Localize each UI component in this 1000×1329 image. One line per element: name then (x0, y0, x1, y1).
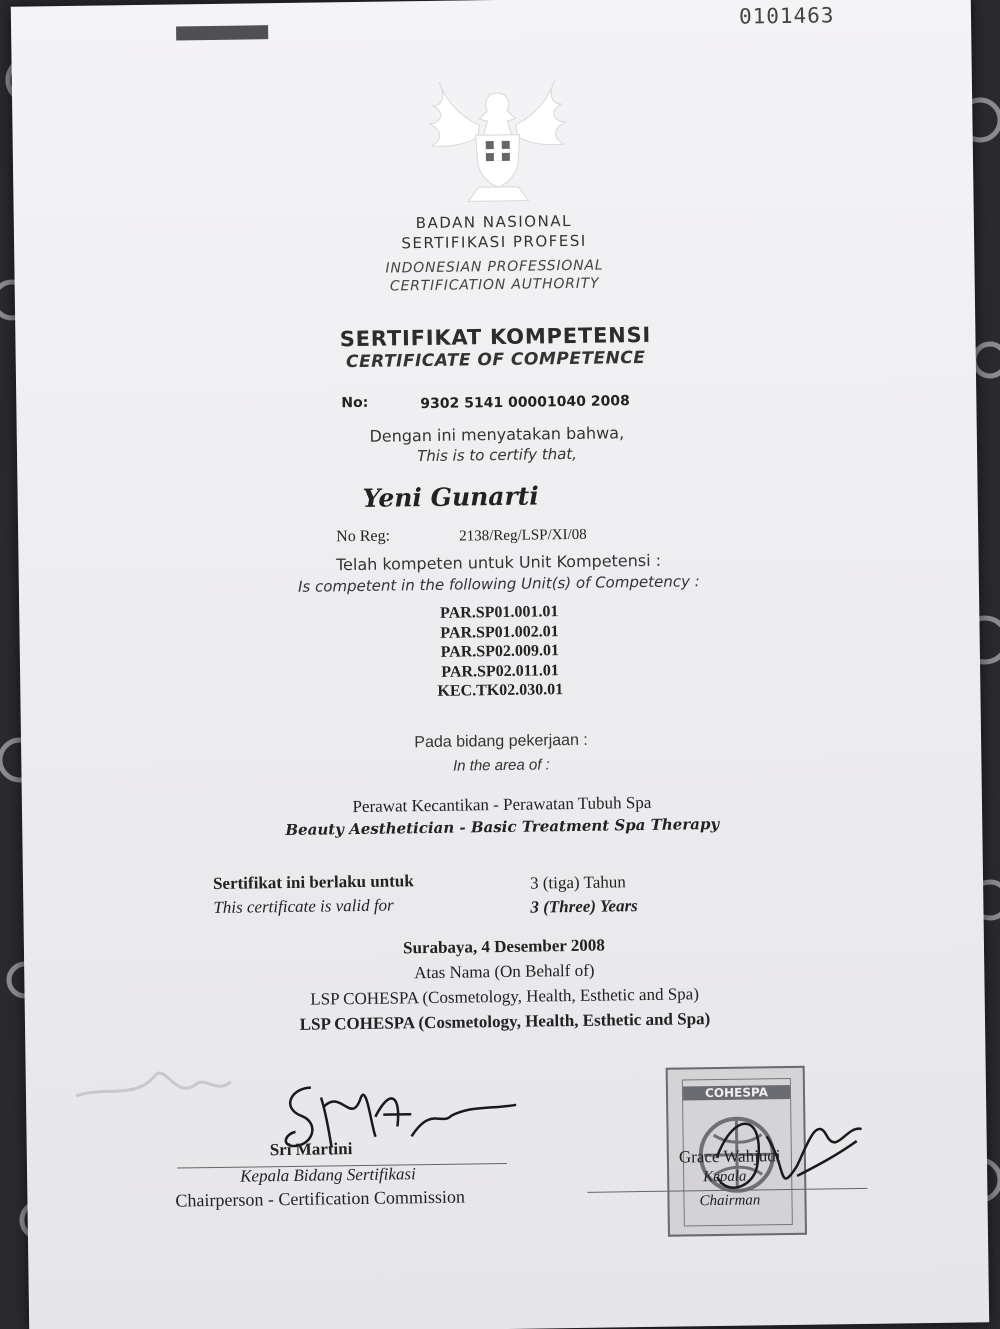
competent-id: Telah kompeten untuk Unit Kompetensi : (335, 550, 662, 575)
authority-line2-en: CERTIFICATION AUTHORITY (389, 275, 600, 295)
validity-value-id: 3 (tiga) Tahun (529, 872, 626, 893)
certificate-subtitle: CERTIFICATE OF COMPETENCE (345, 347, 646, 373)
certificate-paper (11, 0, 989, 1329)
authority-line1: BADAN NASIONAL (415, 211, 573, 233)
unit-code: KEC.TK02.030.01 (437, 681, 564, 700)
competent-en: Is competent in the following Unit(s) of Competency : (297, 572, 700, 596)
right-signatory-name: Grace Wahjudi (678, 1146, 781, 1167)
faint-mark-icon (65, 1044, 236, 1126)
unit-code: PAR.SP02.009.01 (440, 642, 560, 661)
holder-name: Yeni Gunarti (362, 481, 539, 513)
unit-code: PAR.SP02.011.01 (441, 661, 559, 681)
unit-code: PAR.SP01.002.01 (440, 622, 559, 642)
unit-list (19, 596, 980, 707)
area-value-id: Perawat Kecantikan - Perawatan Tubuh Spa (352, 792, 652, 817)
validity-label-en: This certificate is valid for (213, 895, 394, 918)
organization-line2: LSP COHESPA (Cosmetology, Health, Esthetic and Spa) (299, 1009, 711, 1034)
left-signatory-role-id: Kepala Bidang Sertifikasi (239, 1164, 416, 1186)
unit-code: PAR.SP01.001.01 (439, 603, 559, 622)
garuda-emblem-icon (417, 74, 579, 206)
certificate-number-label: No: (341, 394, 369, 412)
stamp-text: COHESPA (683, 1085, 790, 1100)
statement-id: Dengan ini menyatakan bahwa, (369, 423, 625, 446)
statement-en: This is to certify that, (417, 444, 578, 466)
authority-line2: SERTIFIKASI PROFESI (401, 231, 587, 253)
registration-value: 2138/Reg/LSP/XI/08 (459, 526, 587, 545)
serial-number: 0101463 (738, 3, 835, 29)
certificate-number-value: 9302 5141 00001040 2008 (420, 393, 630, 413)
area-heading-en: In the area of : (452, 756, 550, 775)
organization-line1: LSP COHESPA (Cosmetology, Health, Esthetic and Spa) (310, 984, 700, 1009)
on-behalf: Atas Nama (On Behalf of) (413, 960, 595, 983)
left-signatory-role-en: Chairperson - Certification Commission (175, 1186, 466, 1211)
authority-line1-en: INDONESIAN PROFESSIONAL (385, 257, 604, 277)
left-signatory-name: Sri Martini (269, 1139, 353, 1160)
right-signatory-role-id: Kepala (703, 1168, 747, 1186)
area-value-en: Beauty Aesthetician - Basic Treatment Spa Therapy (285, 814, 720, 840)
validity-value-en: 3 (Three) Years (530, 896, 638, 917)
validity-label-id: Sertifikat ini berlaku untuk (212, 871, 414, 894)
top-marker-bar (176, 25, 268, 40)
area-heading-id: Pada bidang pekerjaan : (414, 731, 588, 752)
registration-label: No Reg: (336, 527, 391, 546)
right-signatory-role-en: Chairman (699, 1192, 761, 1210)
certificate-title: SERTIFIKAT KOMPETENSI (339, 322, 652, 352)
place-date: Surabaya, 4 Desember 2008 (402, 935, 605, 958)
